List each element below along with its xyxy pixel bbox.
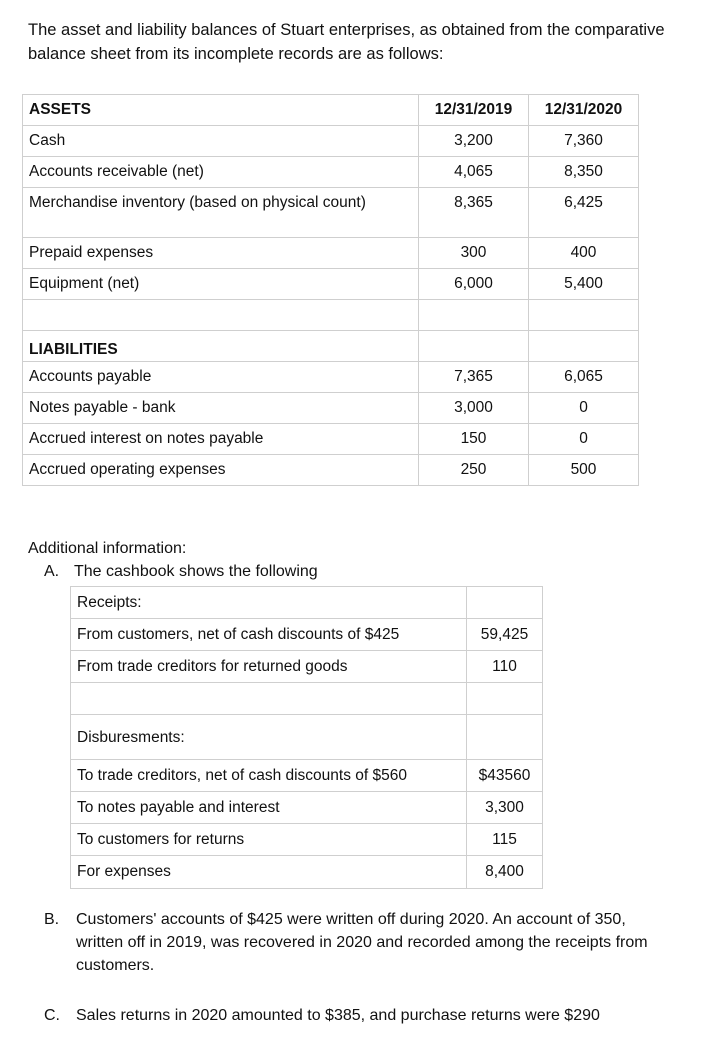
table-row [23,157,639,188]
table-row [71,619,543,651]
row-label: To notes payable and interest [71,792,467,824]
row-label: Notes payable - bank [23,393,419,424]
table-row [23,362,639,393]
table-row [71,760,543,792]
table-row [23,238,639,269]
table-row [71,856,543,889]
value-2020: 500 [529,455,639,486]
amount: 3,300 [467,792,543,824]
table-row [23,393,639,424]
row-label: Merchandise inventory (based on physical count) [23,188,419,238]
value-2020: 8,350 [529,157,639,188]
row-label: Prepaid expenses [23,238,419,269]
value-2019: 300 [419,238,529,269]
table-row [23,455,639,486]
value-2020: 0 [529,424,639,455]
value-2019: 7,365 [419,362,529,393]
table-row [71,715,543,760]
row-label: To trade creditors, net of cash discounts of $560 [71,760,467,792]
item-c-letter: C. [44,1007,60,1024]
cashbook-table [70,586,543,889]
empty-row [71,683,543,715]
value-2020: 400 [529,238,639,269]
value-2020: 6,065 [529,362,639,393]
value-2019: 250 [419,455,529,486]
table-row [71,824,543,856]
amount: 110 [467,651,543,683]
column-header-2020: 12/31/2020 [529,95,639,126]
item-c [44,1004,654,1027]
table-row [71,587,543,619]
table-row [23,188,639,238]
empty-row [23,300,639,331]
item-a [44,561,318,583]
value-2019: 150 [419,424,529,455]
table-row [71,651,543,683]
row-label: Accounts receivable (net) [23,157,419,188]
value-2019: 3,000 [419,393,529,424]
liabilities-heading: LIABILITIES [23,331,419,362]
value-2020: 7,360 [529,126,639,157]
item-a-text: The cashbook shows the following [74,563,318,580]
row-label: To customers for returns [71,824,467,856]
amount: 115 [467,824,543,856]
table-row [23,424,639,455]
value-2019: 8,365 [419,188,529,238]
item-b [44,908,654,977]
table-row [23,269,639,300]
row-label: For expenses [71,856,467,889]
value-2020: 6,425 [529,188,639,238]
table-row [23,126,639,157]
row-label: Accrued operating expenses [23,455,419,486]
amount: 8,400 [467,856,543,889]
row-label: From customers, net of cash discounts of $425 [71,619,467,651]
item-a-letter: A. [44,563,60,580]
table-header-row [23,95,639,126]
value-2020: 0 [529,393,639,424]
row-label: Accounts payable [23,362,419,393]
table-row [23,331,639,362]
receipts-heading: Receipts: [71,587,467,619]
disbursements-heading: Disburesments: [71,715,467,760]
row-label: Accrued interest on notes payable [23,424,419,455]
item-b-text: Customers' accounts of $425 were written off during 2020. An account of 350, written off in 2019, was recovered in 2020 and recorded among the receipts from customers. [76,911,648,974]
balance-sheet-table [22,94,639,486]
amount: 59,425 [467,619,543,651]
column-header-2019: 12/31/2019 [419,95,529,126]
value-2019: 6,000 [419,269,529,300]
additional-info-heading: Additional information: [28,540,187,557]
row-label: From trade creditors for returned goods [71,651,467,683]
amount: $43560 [467,760,543,792]
intro-paragraph: The asset and liability balances of Stuart enterprises, as obtained from the comparative balance sheet from its incomplete records are as follows: [28,21,665,63]
table-row [71,792,543,824]
row-label: Cash [23,126,419,157]
item-c-text: Sales returns in 2020 amounted to $385, and purchase returns were $290 [76,1007,600,1024]
row-label: Equipment (net) [23,269,419,300]
value-2019: 3,200 [419,126,529,157]
item-b-letter: B. [44,911,60,928]
value-2020: 5,400 [529,269,639,300]
value-2019: 4,065 [419,157,529,188]
assets-heading: ASSETS [23,95,419,126]
